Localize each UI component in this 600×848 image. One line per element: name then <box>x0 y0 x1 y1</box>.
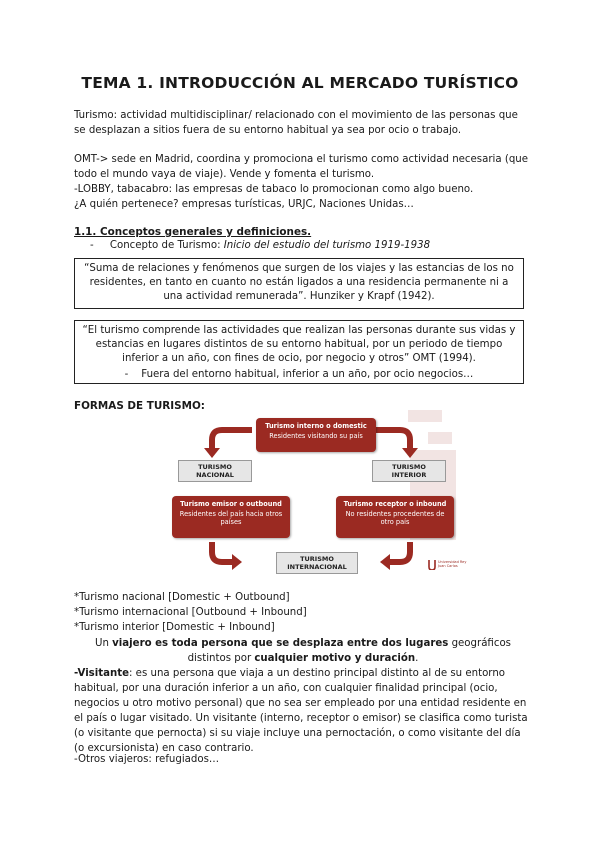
concepto-bullet <box>90 240 430 251</box>
otros-viajeros: -Otros viajeros: refugiados… <box>74 754 220 765</box>
quote-omt <box>74 320 524 384</box>
viajero-bold-2: cualquier motivo y duración <box>254 653 416 664</box>
type-internacional: *Turismo internacional [Outbound + Inbound] <box>74 607 307 618</box>
intro-paragraph: Turismo: actividad multidisciplinar/ relacionado con el movimiento de las personas que se desplazan a sitios fuera de su entorno habitual ya sea por ocio o trabajo. <box>74 110 518 136</box>
visitante-text: : es una persona que viaja a un destino principal distinto al de su entorno habitual, por una duración inferior a un año, con cualquier finalidad principal (ocio, negocios u otro motivo personal) que no sea ser empleado por una entidad residente en el país o lugar visitado. Un visitante (interno, receptor o emisor) se clasifica como turista (o visitante que pernocta) si su viaje incluye una pernoctación, o como visitante del día (o excursionista) en caso contrario. <box>74 668 528 754</box>
quote-omt-bullet-text: Fuera del entorno habitual, inferior a un año, por ocio negocios… <box>141 368 474 380</box>
internacional-line-1: TURISMO <box>300 555 334 563</box>
type-interior: *Turismo interior [Domestic + Inbound] <box>74 622 275 633</box>
formas-heading: FORMAS DE TURISMO: <box>74 400 205 412</box>
arrow-bottom-right <box>380 542 410 570</box>
formas-diagram <box>160 410 470 580</box>
viajero-bold: viajero es toda persona que se desplaza entre dos lugares <box>112 638 449 649</box>
box-turismo-receptor <box>336 496 454 538</box>
viajero-a: Un <box>95 638 113 649</box>
interior-line-1: TURISMO <box>392 463 426 471</box>
page-title: TEMA 1. INTRODUCCIÓN AL MERCADO TURÍSTICO <box>81 74 519 92</box>
viajero-e: . <box>415 653 419 664</box>
bullet-dash: - <box>124 368 142 380</box>
urjc-logo-text: Universidad Rey Juan Carlos <box>438 560 467 568</box>
arrow-top-right <box>370 430 418 458</box>
box-turismo-interno <box>256 418 376 452</box>
lobby-line: -LOBBY, tabacabro: las empresas de tabaco lo promocionan como algo bueno. <box>74 184 474 195</box>
visitante-label: -Visitante <box>74 668 130 679</box>
viajero-definition <box>74 636 532 666</box>
box-turismo-emisor <box>172 496 290 538</box>
box-emisor-title: Turismo emisor o outbound <box>180 500 282 508</box>
section-heading: 1.1. Conceptos generales y definiciones. <box>74 226 312 238</box>
type-nacional: *Turismo nacional [Domestic + Outbound] <box>74 592 290 603</box>
internacional-line-2: INTERNACIONAL <box>287 563 347 571</box>
interior-line-2: INTERIOR <box>391 471 427 479</box>
nacional-line-1: TURISMO <box>198 463 232 471</box>
box-receptor-sub: No residentes procedentes de otro país <box>345 510 445 526</box>
box-interno-title: Turismo interno o domestic <box>265 422 367 430</box>
box-interno-sub: Residentes visitando su país <box>269 432 363 440</box>
visitante-definition <box>74 666 532 756</box>
bullet-dash: - <box>90 240 110 251</box>
quote-omt-bullet <box>79 368 519 382</box>
viajero-c: geográficos distintos por <box>187 638 511 664</box>
urjc-logo-icon <box>428 560 436 570</box>
urjc-logo <box>428 560 470 570</box>
quote-omt-text: “El turismo comprende las actividades que realizan las personas durante sus vidas y estancias en lugares distintos de su entorno habitual, por un periodo de tiempo inferior a un año, con fines de ocio, por negocio y otros” OMT (1994). <box>82 325 516 365</box>
arrow-bottom-left <box>212 542 242 570</box>
label-turismo-internacional <box>276 552 358 574</box>
types-list <box>74 590 532 635</box>
quote-hunziker: “Suma de relaciones y fenómenos que surgen de los viajes y las estancias de los no residentes, en tanto en cuanto no están ligados a una residencia permanente ni a una actividad remunerada”. Hunziker y Krapf (1942). <box>74 258 524 309</box>
pertenece-line: ¿A quién pertenece? empresas turísticas, URJC, Naciones Unidas… <box>74 199 414 210</box>
label-turismo-interior <box>372 460 446 482</box>
concepto-italic: Inicio del estudio del turismo 1919-1938 <box>223 240 431 251</box>
nacional-line-2: NACIONAL <box>196 471 234 479</box>
box-emisor-sub: Residentes del país hacia otros países <box>179 510 283 526</box>
box-receptor-title: Turismo receptor o inbound <box>343 500 447 508</box>
arrow-top-left <box>204 430 252 458</box>
omt-paragraph: OMT-> sede en Madrid, coordina y promociona el turismo como actividad necesaria (que todo el mundo vaya de viaje). Vende y fomenta el turismo. <box>74 154 529 180</box>
concepto-prefix: Concepto de Turismo: <box>109 240 224 251</box>
label-turismo-nacional <box>178 460 252 482</box>
